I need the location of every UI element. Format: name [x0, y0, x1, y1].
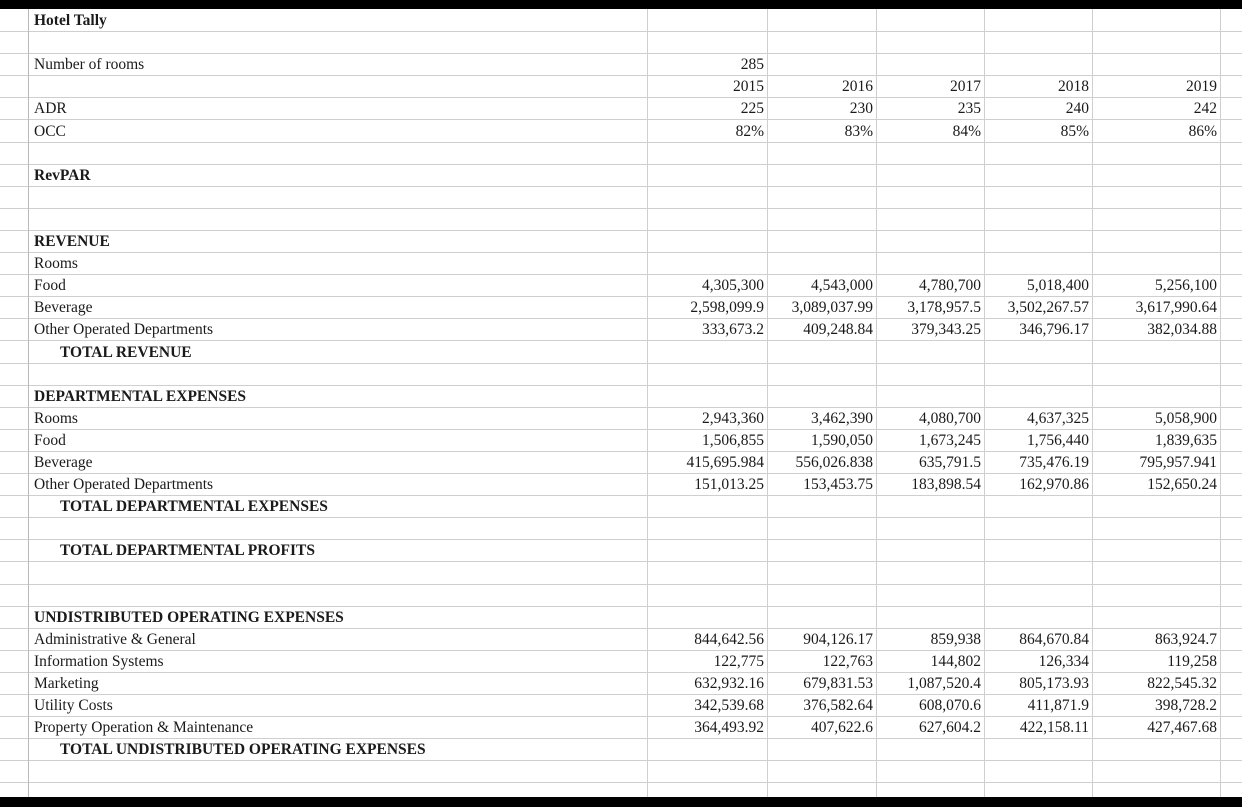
- value-cell[interactable]: 1,506,855: [702, 431, 764, 449]
- table-row[interactable]: [0, 496, 1242, 518]
- value-cell[interactable]: [648, 165, 766, 187]
- value-cell[interactable]: [877, 165, 983, 187]
- row-label[interactable]: Property Operation & Maintenance: [34, 719, 254, 737]
- value-cell[interactable]: [768, 739, 875, 761]
- column-divider: [984, 9, 985, 797]
- column-divider: [1220, 9, 1221, 797]
- top-edge-bar: [0, 0, 1242, 9]
- column-divider: [28, 9, 29, 797]
- value-cell[interactable]: 122,775: [713, 652, 764, 670]
- table-row[interactable]: [0, 695, 1242, 717]
- table-row[interactable]: [0, 452, 1242, 474]
- value-cell[interactable]: 1,839,635: [1155, 431, 1217, 449]
- value-cell[interactable]: [768, 165, 875, 187]
- table-row[interactable]: [0, 54, 1242, 76]
- value-cell[interactable]: 4,305,300: [702, 277, 764, 295]
- table-row[interactable]: [0, 121, 1242, 143]
- column-divider: [876, 9, 877, 797]
- row-label[interactable]: OCC: [34, 122, 66, 140]
- empty-row[interactable]: [0, 364, 1242, 386]
- value-cell[interactable]: 864,670.84: [1019, 630, 1089, 648]
- value-cell[interactable]: 409,248.84: [803, 321, 873, 339]
- value-cell[interactable]: [648, 231, 766, 253]
- value-cell[interactable]: 379,343.25: [911, 321, 981, 339]
- value-cell[interactable]: 5,018,400: [1027, 277, 1089, 295]
- title-row[interactable]: [0, 10, 1242, 32]
- value-cell[interactable]: [985, 607, 1091, 629]
- value-cell[interactable]: [1093, 342, 1219, 364]
- empty-row[interactable]: [0, 209, 1242, 231]
- row-label[interactable]: Other Operated Departments: [34, 321, 214, 339]
- table-row[interactable]: [0, 98, 1242, 120]
- value-cell[interactable]: [985, 739, 1091, 761]
- empty-row[interactable]: [0, 563, 1242, 585]
- sheet-title[interactable]: Hotel Tally: [34, 12, 107, 29]
- value-cell[interactable]: 2016: [842, 78, 873, 96]
- value-cell[interactable]: 240: [1065, 100, 1089, 118]
- value-cell[interactable]: [877, 607, 983, 629]
- table-row[interactable]: [0, 76, 1242, 98]
- value-cell[interactable]: 415,695.984: [686, 454, 764, 471]
- row-label[interactable]: REVENUE: [34, 233, 110, 250]
- row-label[interactable]: Food: [34, 431, 66, 449]
- value-cell[interactable]: [877, 342, 983, 364]
- value-cell[interactable]: 152,650.24: [1147, 476, 1217, 494]
- value-cell[interactable]: 3,089,037.99: [791, 299, 873, 317]
- value-cell[interactable]: 183,898.54: [911, 476, 981, 494]
- row-label[interactable]: Beverage: [34, 454, 93, 471]
- value-cell[interactable]: [768, 342, 875, 364]
- value-cell[interactable]: [768, 540, 875, 562]
- table-row[interactable]: [0, 231, 1242, 253]
- value-cell[interactable]: [877, 253, 983, 275]
- value-cell[interactable]: 376,582.64: [803, 697, 873, 715]
- empty-row[interactable]: [0, 761, 1242, 783]
- value-cell[interactable]: [648, 496, 766, 518]
- value-cell[interactable]: 398,728.2: [1155, 697, 1217, 715]
- row-label[interactable]: TOTAL DEPARTMENTAL PROFITS: [60, 542, 315, 560]
- value-cell[interactable]: [877, 739, 983, 761]
- value-cell[interactable]: 411,871.9: [1027, 697, 1089, 715]
- row-label[interactable]: ADR: [34, 100, 67, 118]
- value-cell[interactable]: [648, 342, 766, 364]
- value-cell[interactable]: 1,590,050: [811, 431, 873, 449]
- value-cell[interactable]: 364,493.92: [694, 719, 764, 737]
- column-divider: [647, 9, 648, 797]
- value-cell[interactable]: [648, 253, 766, 275]
- value-cell[interactable]: 632,932.16: [694, 675, 764, 692]
- value-cell[interactable]: 2017: [950, 78, 981, 96]
- value-cell[interactable]: [768, 496, 875, 518]
- row-label[interactable]: RevPAR: [34, 166, 91, 184]
- value-cell[interactable]: 85%: [1060, 122, 1089, 140]
- table-row[interactable]: [0, 739, 1242, 761]
- table-row[interactable]: [0, 165, 1242, 187]
- value-cell[interactable]: [1093, 54, 1219, 76]
- value-cell[interactable]: 3,178,957.5: [907, 299, 981, 317]
- value-cell[interactable]: [877, 54, 983, 76]
- value-cell[interactable]: 3,462,390: [811, 409, 873, 427]
- value-cell[interactable]: [985, 54, 1091, 76]
- value-cell[interactable]: [985, 496, 1091, 518]
- table-row[interactable]: [0, 297, 1242, 319]
- value-cell[interactable]: 2018: [1058, 78, 1089, 96]
- value-cell[interactable]: 225: [740, 100, 764, 118]
- value-cell[interactable]: 285: [740, 56, 764, 74]
- value-cell[interactable]: 679,831.53: [803, 675, 873, 692]
- value-cell[interactable]: 5,256,100: [1155, 277, 1217, 295]
- value-cell[interactable]: [985, 386, 1091, 408]
- table-row[interactable]: [0, 673, 1242, 695]
- value-cell[interactable]: 608,070.6: [919, 697, 981, 715]
- value-cell[interactable]: [1093, 165, 1219, 187]
- value-cell[interactable]: 635,791.5: [919, 454, 981, 471]
- value-cell[interactable]: 230: [849, 100, 873, 118]
- row-label[interactable]: Rooms: [34, 409, 78, 427]
- column-divider: [1092, 9, 1093, 797]
- value-cell[interactable]: 904,126.17: [803, 630, 873, 648]
- value-cell[interactable]: [768, 231, 875, 253]
- value-cell[interactable]: 822,545.32: [1147, 675, 1217, 692]
- value-cell[interactable]: 863,924.7: [1155, 630, 1217, 648]
- row-label[interactable]: [32, 76, 647, 98]
- value-cell[interactable]: 5,058,900: [1155, 409, 1217, 427]
- value-cell[interactable]: [648, 386, 766, 408]
- row-label[interactable]: UNDISTRIBUTED OPERATING EXPENSES: [34, 608, 344, 626]
- value-cell[interactable]: 151,013.25: [694, 476, 764, 494]
- empty-row[interactable]: [0, 143, 1242, 165]
- value-cell[interactable]: 83%: [844, 122, 873, 140]
- value-cell[interactable]: [985, 253, 1091, 275]
- value-cell[interactable]: 4,637,325: [1027, 409, 1089, 427]
- table-row[interactable]: [0, 717, 1242, 739]
- table-row[interactable]: [0, 474, 1242, 496]
- value-cell[interactable]: [768, 607, 875, 629]
- value-cell[interactable]: 3,617,990.64: [1135, 299, 1217, 317]
- value-cell[interactable]: 795,957.941: [1139, 454, 1217, 471]
- empty-row[interactable]: [0, 585, 1242, 607]
- value-cell[interactable]: [877, 496, 983, 518]
- value-cell[interactable]: [768, 54, 875, 76]
- value-cell[interactable]: [877, 231, 983, 253]
- value-cell[interactable]: 2019: [1186, 78, 1217, 96]
- table-row[interactable]: [0, 651, 1242, 673]
- value-cell[interactable]: 235: [957, 100, 981, 118]
- value-cell[interactable]: 162,970.86: [1019, 476, 1089, 494]
- value-cell[interactable]: 556,026.838: [795, 454, 873, 471]
- value-cell[interactable]: 2,598,099.9: [690, 299, 764, 317]
- value-cell[interactable]: [768, 253, 875, 275]
- value-cell[interactable]: 627,604.2: [919, 719, 981, 737]
- value-cell[interactable]: 126,334: [1038, 652, 1089, 670]
- value-cell[interactable]: [877, 386, 983, 408]
- value-cell[interactable]: 4,780,700: [919, 277, 981, 295]
- row-label[interactable]: TOTAL UNDISTRIBUTED OPERATING EXPENSES: [60, 741, 426, 759]
- value-cell[interactable]: 242: [1193, 100, 1217, 118]
- row-label[interactable]: Other Operated Departments: [34, 476, 214, 494]
- row-label[interactable]: Food: [34, 277, 66, 295]
- empty-row[interactable]: [0, 187, 1242, 209]
- value-cell[interactable]: 1,087,520.4: [907, 675, 981, 692]
- value-cell[interactable]: 122,763: [822, 652, 873, 670]
- value-cell[interactable]: [1093, 607, 1219, 629]
- value-cell[interactable]: 86%: [1188, 122, 1217, 140]
- value-cell[interactable]: [1093, 386, 1219, 408]
- value-cell[interactable]: 735,476.19: [1019, 454, 1089, 471]
- value-cell[interactable]: [985, 342, 1091, 364]
- value-cell[interactable]: 4,080,700: [919, 409, 981, 427]
- table-row[interactable]: [0, 275, 1242, 297]
- table-row[interactable]: [0, 607, 1242, 629]
- row-label[interactable]: Marketing: [34, 675, 99, 692]
- value-cell[interactable]: 119,258: [1167, 652, 1217, 670]
- row-label[interactable]: Information Systems: [34, 652, 164, 670]
- table-row[interactable]: [0, 540, 1242, 562]
- column-divider: [767, 9, 768, 797]
- value-cell[interactable]: [1093, 739, 1219, 761]
- value-cell[interactable]: [648, 607, 766, 629]
- row-label[interactable]: DEPARTMENTAL EXPENSES: [34, 387, 247, 405]
- value-cell[interactable]: 427,467.68: [1147, 719, 1217, 737]
- value-cell[interactable]: [1093, 253, 1219, 275]
- value-cell[interactable]: [648, 540, 766, 562]
- value-cell[interactable]: [985, 540, 1091, 562]
- table-row[interactable]: [0, 386, 1242, 408]
- spreadsheet-grid[interactable]: [0, 9, 1242, 797]
- empty-row[interactable]: [0, 32, 1242, 54]
- empty-row[interactable]: [0, 518, 1242, 540]
- value-cell[interactable]: 1,756,440: [1027, 431, 1089, 449]
- table-row[interactable]: [0, 408, 1242, 430]
- row-label[interactable]: Rooms: [34, 255, 78, 273]
- value-cell[interactable]: [648, 739, 766, 761]
- table-row[interactable]: [0, 319, 1242, 341]
- row-label[interactable]: TOTAL DEPARTMENTAL EXPENSES: [60, 498, 328, 516]
- value-cell[interactable]: 382,034.88: [1147, 321, 1217, 339]
- value-cell[interactable]: 342,539.68: [694, 697, 764, 715]
- value-cell[interactable]: 1,673,245: [919, 431, 981, 449]
- value-cell[interactable]: 2015: [733, 78, 764, 96]
- value-cell[interactable]: 805,173.93: [1019, 675, 1089, 692]
- table-row[interactable]: [0, 253, 1242, 275]
- value-cell[interactable]: 422,158.11: [1019, 719, 1089, 737]
- value-cell[interactable]: [768, 386, 875, 408]
- table-row[interactable]: [0, 629, 1242, 651]
- value-cell[interactable]: [1093, 540, 1219, 562]
- value-cell[interactable]: 144,802: [930, 652, 981, 670]
- value-cell[interactable]: 859,938: [930, 630, 981, 648]
- value-cell[interactable]: [985, 231, 1091, 253]
- value-cell[interactable]: 4,543,000: [811, 277, 873, 295]
- value-cell[interactable]: [1093, 496, 1219, 518]
- value-cell[interactable]: 82%: [735, 122, 764, 140]
- value-cell[interactable]: 3,502,267.57: [1007, 299, 1089, 317]
- value-cell[interactable]: 407,622.6: [811, 719, 873, 737]
- row-label[interactable]: Administrative & General: [34, 630, 196, 648]
- row-label[interactable]: Beverage: [34, 299, 93, 317]
- table-row[interactable]: [0, 430, 1242, 452]
- value-cell[interactable]: 2,943,360: [702, 409, 764, 427]
- value-cell[interactable]: [985, 165, 1091, 187]
- row-label[interactable]: TOTAL REVENUE: [60, 343, 192, 361]
- value-cell[interactable]: [1093, 231, 1219, 253]
- value-cell[interactable]: 346,796.17: [1019, 321, 1089, 339]
- value-cell[interactable]: 84%: [952, 122, 981, 140]
- value-cell[interactable]: 844,642.56: [694, 630, 764, 648]
- bottom-edge-bar: [0, 797, 1242, 807]
- value-cell[interactable]: 333,673.2: [702, 321, 764, 339]
- table-row[interactable]: [0, 342, 1242, 364]
- value-cell[interactable]: [877, 540, 983, 562]
- row-label[interactable]: Utility Costs: [34, 697, 113, 715]
- value-cell[interactable]: 153,453.75: [803, 476, 873, 494]
- row-label[interactable]: Number of rooms: [34, 56, 145, 74]
